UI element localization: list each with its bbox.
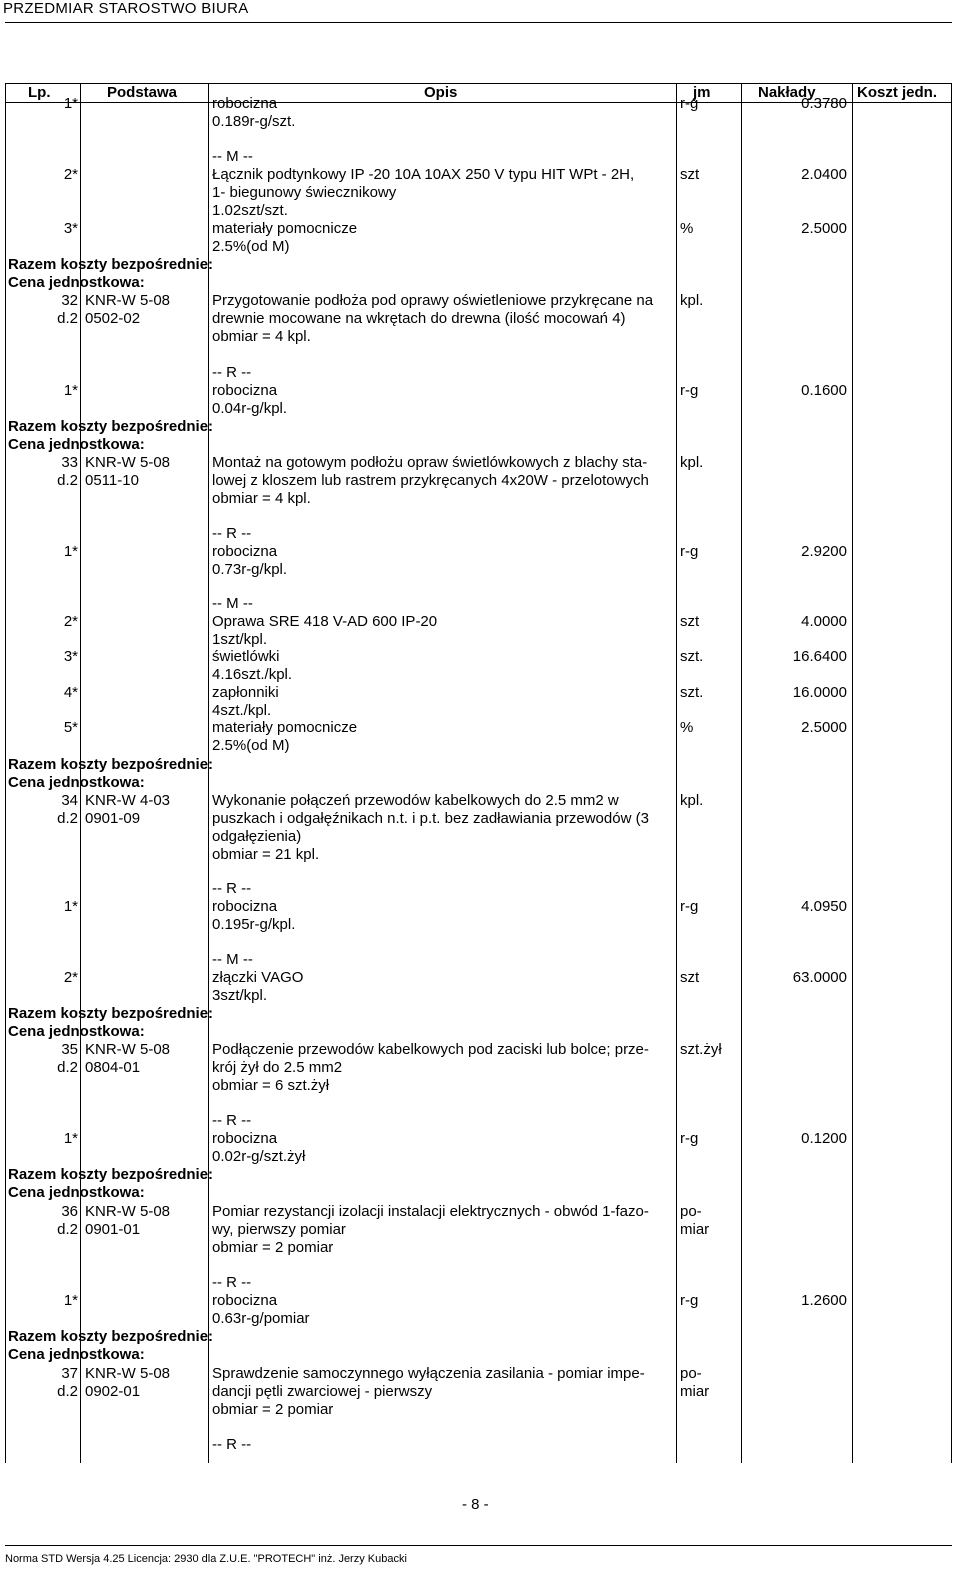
row-opis: 0.02r-g/szt.żył xyxy=(212,1148,306,1165)
row-opis: -- M -- xyxy=(212,148,253,165)
row-opis: robocizna xyxy=(212,1292,278,1309)
row-naklady: 16.6400 xyxy=(792,648,847,665)
row-opis: 0.04r-g/kpl. xyxy=(212,400,288,417)
row-opis: lowej z kloszem lub rastrem przykręcanych 4x20W - przelotowych xyxy=(212,472,649,489)
row-lp: 1* xyxy=(63,1130,78,1147)
row-opis: Oprawa SRE 418 V-AD 600 IP-20 xyxy=(212,613,438,630)
row-opis: 0.195r-g/kpl. xyxy=(212,916,296,933)
row-lp: 1* xyxy=(63,543,78,560)
row-naklady: 0.1200 xyxy=(801,1130,847,1147)
row-lp: d.2 xyxy=(57,310,78,327)
row-jm: po- xyxy=(680,1365,702,1382)
row-podstawa: KNR-W 4-03 xyxy=(85,792,171,809)
row-podstawa: KNR-W 5-08 xyxy=(85,1203,171,1220)
row-lp: 1* xyxy=(63,1292,78,1309)
row-jm: kpl. xyxy=(680,292,704,309)
row-jm: szt xyxy=(680,969,700,986)
row-lp: 2* xyxy=(63,613,78,630)
row-podstawa: 0804-01 xyxy=(85,1059,141,1076)
row-lp: d.2 xyxy=(57,1383,78,1400)
row-jm: kpl. xyxy=(680,454,704,471)
row-jm: szt. xyxy=(680,684,704,701)
row-summary-label: Cena jednostkowa: xyxy=(8,774,145,791)
row-opis: robocizna xyxy=(212,382,278,399)
row-opis: 0.189r-g/szt. xyxy=(212,113,296,130)
row-opis: obmiar = 2 pomiar xyxy=(212,1239,334,1256)
row-opis: obmiar = 4 kpl. xyxy=(212,490,311,507)
row-opis: 1.02szt/szt. xyxy=(212,202,288,219)
row-jm: r-g xyxy=(680,543,699,560)
row-lp: 36 xyxy=(61,1203,78,1220)
row-opis: dancji pętli zwarciowej - pierwszy xyxy=(212,1383,433,1400)
row-lp: 37 xyxy=(61,1365,78,1382)
row-opis: obmiar = 2 pomiar xyxy=(212,1401,334,1418)
row-summary-label: Razem koszty bezpośrednie: xyxy=(8,1005,214,1022)
row-podstawa: KNR-W 5-08 xyxy=(85,292,171,309)
row-naklady: 0.1600 xyxy=(801,382,847,399)
row-lp: 3* xyxy=(63,220,78,237)
row-opis: Sprawdzenie samoczynnego wyłączenia zasilania - pomiar impe- xyxy=(212,1365,645,1382)
row-lp: 34 xyxy=(61,792,78,809)
row-jm: szt xyxy=(680,166,700,183)
column-header-lp: Lp. xyxy=(28,84,51,101)
row-lp: 1* xyxy=(63,382,78,399)
row-jm: kpl. xyxy=(680,792,704,809)
row-lp: 1* xyxy=(63,95,78,112)
row-opis: robocizna xyxy=(212,1130,278,1147)
row-lp: 33 xyxy=(61,454,78,471)
row-podstawa: KNR-W 5-08 xyxy=(85,1041,171,1058)
row-summary-label: Cena jednostkowa: xyxy=(8,1184,145,1201)
table-right-border xyxy=(951,83,952,1463)
row-lp: 2* xyxy=(63,166,78,183)
row-opis: -- R -- xyxy=(212,364,252,381)
row-opis: Pomiar rezystancji izolacji instalacji elektrycznych - obwód 1-fazo- xyxy=(212,1203,649,1220)
row-opis: 2.5%(od M) xyxy=(212,737,290,754)
row-opis: 4szt./kpl. xyxy=(212,702,272,719)
row-podstawa: KNR-W 5-08 xyxy=(85,454,171,471)
column-header-jm: jm xyxy=(693,84,711,101)
row-opis: 0.63r-g/pomiar xyxy=(212,1310,310,1327)
row-summary-label: Razem koszty bezpośrednie: xyxy=(8,1328,214,1345)
row-lp: 5* xyxy=(63,719,78,736)
col-sep-jm xyxy=(741,83,742,1463)
row-jm: miar xyxy=(680,1221,710,1238)
row-opis: robocizna xyxy=(212,898,278,915)
row-lp: 1* xyxy=(63,898,78,915)
row-summary-label: Cena jednostkowa: xyxy=(8,274,145,291)
row-podstawa: 0901-01 xyxy=(85,1221,141,1238)
row-opis: 2.5%(od M) xyxy=(212,238,290,255)
row-opis: wy, pierwszy pomiar xyxy=(212,1221,346,1238)
column-header-koszt: Koszt jedn. xyxy=(857,84,938,101)
row-opis: świetlówki xyxy=(212,648,280,665)
row-opis: materiały pomocnicze xyxy=(212,719,358,736)
row-naklady: 4.0000 xyxy=(801,613,847,630)
row-jm: miar xyxy=(680,1383,710,1400)
row-opis: Podłączenie przewodów kabelkowych pod zaciski lub bolce; prze- xyxy=(212,1041,649,1058)
row-summary-label: Razem koszty bezpośrednie: xyxy=(8,756,214,773)
row-naklady: 1.2600 xyxy=(801,1292,847,1309)
row-lp: d.2 xyxy=(57,1221,78,1238)
row-jm: szt. xyxy=(680,648,704,665)
row-jm: r-g xyxy=(680,1130,699,1147)
row-naklady: 63.0000 xyxy=(792,969,847,986)
row-opis: obmiar = 4 kpl. xyxy=(212,328,311,345)
row-opis: Montaż na gotowym podłożu opraw świetlówkowych z blachy sta- xyxy=(212,454,648,471)
row-jm: r-g xyxy=(680,898,699,915)
row-opis: drewnie mocowane na wkrętach do drewna (ilość mocowań 4) xyxy=(212,310,626,327)
page-number: - 8 - xyxy=(462,1496,489,1513)
row-opis: Łącznik podtynkowy IP -20 10A 10AX 250 V typu HIT WPt - 2H, xyxy=(212,166,635,183)
row-summary-label: Cena jednostkowa: xyxy=(8,436,145,453)
row-opis: -- R -- xyxy=(212,1436,252,1453)
row-jm: r-g xyxy=(680,95,699,112)
row-opis: 1szt/kpl. xyxy=(212,631,268,648)
row-lp: d.2 xyxy=(57,810,78,827)
row-jm: r-g xyxy=(680,382,699,399)
row-opis: złączki VAGO xyxy=(212,969,304,986)
row-opis: -- M -- xyxy=(212,595,253,612)
row-podstawa: 0511-10 xyxy=(85,472,139,489)
row-opis: 3szt/kpl. xyxy=(212,987,268,1004)
footer-divider xyxy=(5,1545,952,1546)
header-divider xyxy=(5,22,952,23)
row-summary-label: Cena jednostkowa: xyxy=(8,1346,145,1363)
license-footer: Norma STD Wersja 4.25 Licencja: 2930 dla Z.U.E. "PROTECH" inż. Jerzy Kubacki xyxy=(5,1553,407,1565)
page-title: PRZEDMIAR STAROSTWO BIURA xyxy=(3,0,249,17)
row-opis: Przygotowanie podłoża pod oprawy oświetleniowe przykręcane na xyxy=(212,292,654,309)
row-opis: 4.16szt./kpl. xyxy=(212,666,293,683)
row-podstawa: 0902-01 xyxy=(85,1383,141,1400)
col-sep-naklady xyxy=(852,83,853,1463)
row-naklady: 2.9200 xyxy=(801,543,847,560)
row-opis: -- R -- xyxy=(212,1112,252,1129)
row-opis: materiały pomocnicze xyxy=(212,220,358,237)
row-naklady: 2.5000 xyxy=(801,220,847,237)
column-header-podstawa: Podstawa xyxy=(107,84,178,101)
row-lp: 2* xyxy=(63,969,78,986)
row-naklady: 0.3780 xyxy=(801,95,847,112)
row-jm: % xyxy=(680,719,694,736)
row-opis: 1- biegunowy świecznikowy xyxy=(212,184,397,201)
row-summary-label: Razem koszty bezpośrednie: xyxy=(8,256,214,273)
row-jm: r-g xyxy=(680,1292,699,1309)
table-left-border xyxy=(5,83,6,1463)
row-opis: robocizna xyxy=(212,543,278,560)
row-opis: -- M -- xyxy=(212,951,253,968)
row-opis: -- R -- xyxy=(212,1274,252,1291)
row-naklady: 2.0400 xyxy=(801,166,847,183)
row-naklady: 2.5000 xyxy=(801,719,847,736)
row-summary-label: Razem koszty bezpośrednie: xyxy=(8,418,214,435)
row-podstawa: KNR-W 5-08 xyxy=(85,1365,171,1382)
row-jm: szt.żył xyxy=(680,1041,722,1058)
row-lp: d.2 xyxy=(57,1059,78,1076)
row-opis: obmiar = 6 szt.żył xyxy=(212,1077,330,1094)
row-opis: krój żył do 2.5 mm2 xyxy=(212,1059,343,1076)
row-summary-label: Razem koszty bezpośrednie: xyxy=(8,1166,214,1183)
row-lp: 3* xyxy=(63,648,78,665)
row-opis: puszkach i odgałęźnikach n.t. i p.t. bez zadławiania przewodów (3 xyxy=(212,810,649,827)
row-jm: % xyxy=(680,220,694,237)
row-opis: robocizna xyxy=(212,95,278,112)
row-opis: -- R -- xyxy=(212,880,252,897)
row-jm: po- xyxy=(680,1203,702,1220)
column-header-naklady: Nakłady xyxy=(758,84,816,101)
row-opis: obmiar = 21 kpl. xyxy=(212,846,320,863)
row-opis: -- R -- xyxy=(212,525,252,542)
row-opis: Wykonanie połączeń przewodów kabelkowych do 2.5 mm2 w xyxy=(212,792,619,809)
row-podstawa: 0901-09 xyxy=(85,810,141,827)
row-lp: d.2 xyxy=(57,472,78,489)
row-lp: 4* xyxy=(63,684,78,701)
row-naklady: 16.0000 xyxy=(792,684,847,701)
row-podstawa: 0502-02 xyxy=(85,310,141,327)
col-sep-opis xyxy=(676,83,677,1463)
row-opis: odgałęzienia) xyxy=(212,828,302,845)
column-header-opis: Opis xyxy=(424,84,458,101)
row-summary-label: Cena jednostkowa: xyxy=(8,1023,145,1040)
row-opis: 0.73r-g/kpl. xyxy=(212,561,288,578)
row-opis: zapłonniki xyxy=(212,684,279,701)
row-naklady: 4.0950 xyxy=(801,898,847,915)
row-lp: 35 xyxy=(61,1041,78,1058)
row-lp: 32 xyxy=(61,292,78,309)
row-jm: szt xyxy=(680,613,700,630)
